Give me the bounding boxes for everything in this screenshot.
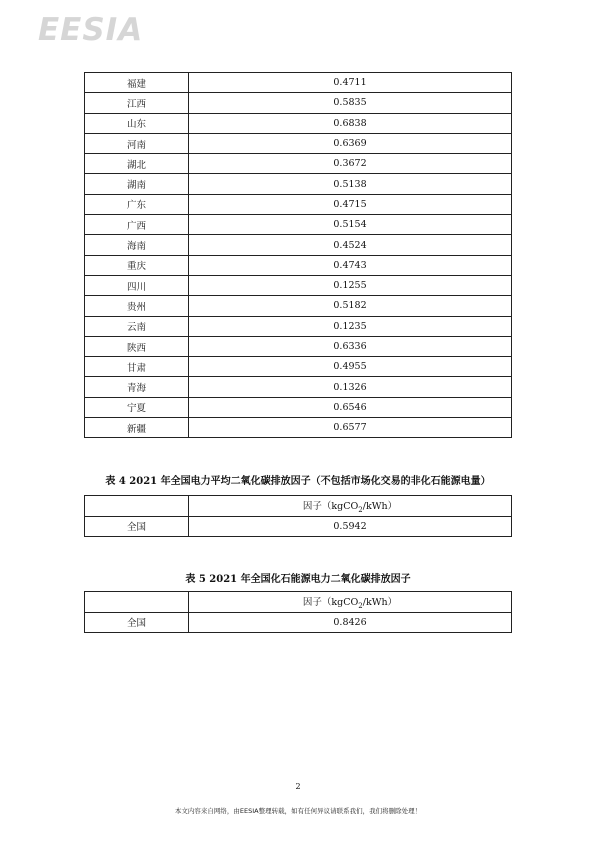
factor-value-cell: 0.6369 bbox=[189, 133, 512, 153]
province-name-cell: 广西 bbox=[85, 215, 189, 235]
table-header-row bbox=[85, 496, 512, 517]
factor-value-cell: 0.4715 bbox=[189, 194, 512, 214]
province-factor-table bbox=[84, 72, 512, 438]
factor-value-cell: 0.6838 bbox=[189, 113, 512, 133]
factor-value-cell: 0.1235 bbox=[189, 316, 512, 336]
province-name-cell: 山东 bbox=[85, 113, 189, 133]
province-name-cell: 青海 bbox=[85, 377, 189, 397]
province-table-body bbox=[85, 73, 512, 438]
province-name-cell: 甘肃 bbox=[85, 357, 189, 377]
factor-value-cell: 0.1326 bbox=[189, 377, 512, 397]
factor-value-cell: 0.4524 bbox=[189, 235, 512, 255]
province-name-cell: 江西 bbox=[85, 93, 189, 113]
factor-value-cell: 0.4711 bbox=[189, 73, 512, 93]
table-row bbox=[85, 174, 512, 194]
province-name-cell: 湖南 bbox=[85, 174, 189, 194]
factor-value-cell: 0.5138 bbox=[189, 174, 512, 194]
table-row bbox=[85, 397, 512, 417]
table-row bbox=[85, 377, 512, 397]
table-row bbox=[85, 93, 512, 113]
province-name-cell: 重庆 bbox=[85, 255, 189, 275]
table-header-row bbox=[85, 592, 512, 613]
table-row bbox=[85, 194, 512, 214]
factor-value-cell: 0.1255 bbox=[189, 275, 512, 295]
province-name-cell: 福建 bbox=[85, 73, 189, 93]
province-name-cell: 海南 bbox=[85, 235, 189, 255]
table-row bbox=[85, 296, 512, 316]
province-name-cell: 陕西 bbox=[85, 336, 189, 356]
table-row bbox=[85, 316, 512, 336]
factor-value-cell: 0.5154 bbox=[189, 215, 512, 235]
table-row bbox=[85, 73, 512, 93]
table-row bbox=[85, 612, 512, 633]
table5-caption: 表 5 2021 年全国化石能源电力二氧化碳排放因子 bbox=[185, 574, 411, 585]
national-average-factor-table bbox=[84, 495, 512, 537]
eesia-logo: EESIA bbox=[38, 12, 144, 48]
province-name-cell: 湖北 bbox=[85, 154, 189, 174]
table-row bbox=[85, 275, 512, 295]
factor-header: 因子（kgCO$_2$/kWh） bbox=[189, 496, 512, 517]
factor-value-cell: 0.5182 bbox=[189, 296, 512, 316]
province-name-cell: 云南 bbox=[85, 316, 189, 336]
province-name-cell: 广东 bbox=[85, 194, 189, 214]
factor-value-cell: 0.5835 bbox=[189, 93, 512, 113]
footer-disclaimer: 本文内容来自网络，由EESIA整理转载，如有任何异议请联系我们，我们将删除处理！ bbox=[174, 807, 422, 815]
factor-value-cell: 0.4743 bbox=[189, 255, 512, 275]
region-cell: 全国 bbox=[85, 516, 189, 537]
empty-header-cell bbox=[85, 592, 189, 613]
factor-header: 因子（kgCO$_2$/kWh） bbox=[189, 592, 512, 613]
region-cell: 全国 bbox=[85, 612, 189, 633]
table-row bbox=[85, 357, 512, 377]
table-row bbox=[85, 255, 512, 275]
province-name-cell: 宁夏 bbox=[85, 397, 189, 417]
table-row bbox=[85, 235, 512, 255]
factor-value-cell: 0.8426 bbox=[189, 612, 512, 633]
table-row bbox=[85, 133, 512, 153]
province-name-cell: 河南 bbox=[85, 133, 189, 153]
empty-header-cell bbox=[85, 496, 189, 517]
factor-value-cell: 0.6336 bbox=[189, 336, 512, 356]
factor-value-cell: 0.6577 bbox=[189, 418, 512, 438]
page-number: 2 bbox=[295, 782, 301, 791]
table-row bbox=[85, 113, 512, 133]
table-row bbox=[85, 154, 512, 174]
factor-value-cell: 0.6546 bbox=[189, 397, 512, 417]
table-row bbox=[85, 516, 512, 537]
province-name-cell: 四川 bbox=[85, 275, 189, 295]
table-row bbox=[85, 418, 512, 438]
factor-value-cell: 0.4955 bbox=[189, 357, 512, 377]
factor-value-cell: 0.5942 bbox=[189, 516, 512, 537]
province-name-cell: 新疆 bbox=[85, 418, 189, 438]
table-row bbox=[85, 215, 512, 235]
factor-value-cell: 0.3672 bbox=[189, 154, 512, 174]
fossil-factor-table bbox=[84, 591, 512, 633]
table-row bbox=[85, 336, 512, 356]
province-name-cell: 贵州 bbox=[85, 296, 189, 316]
table4-caption: 表 4 2021 年全国电力平均二氧化碳排放因子（不包括市场化交易的非化石能源电量） bbox=[105, 476, 491, 487]
